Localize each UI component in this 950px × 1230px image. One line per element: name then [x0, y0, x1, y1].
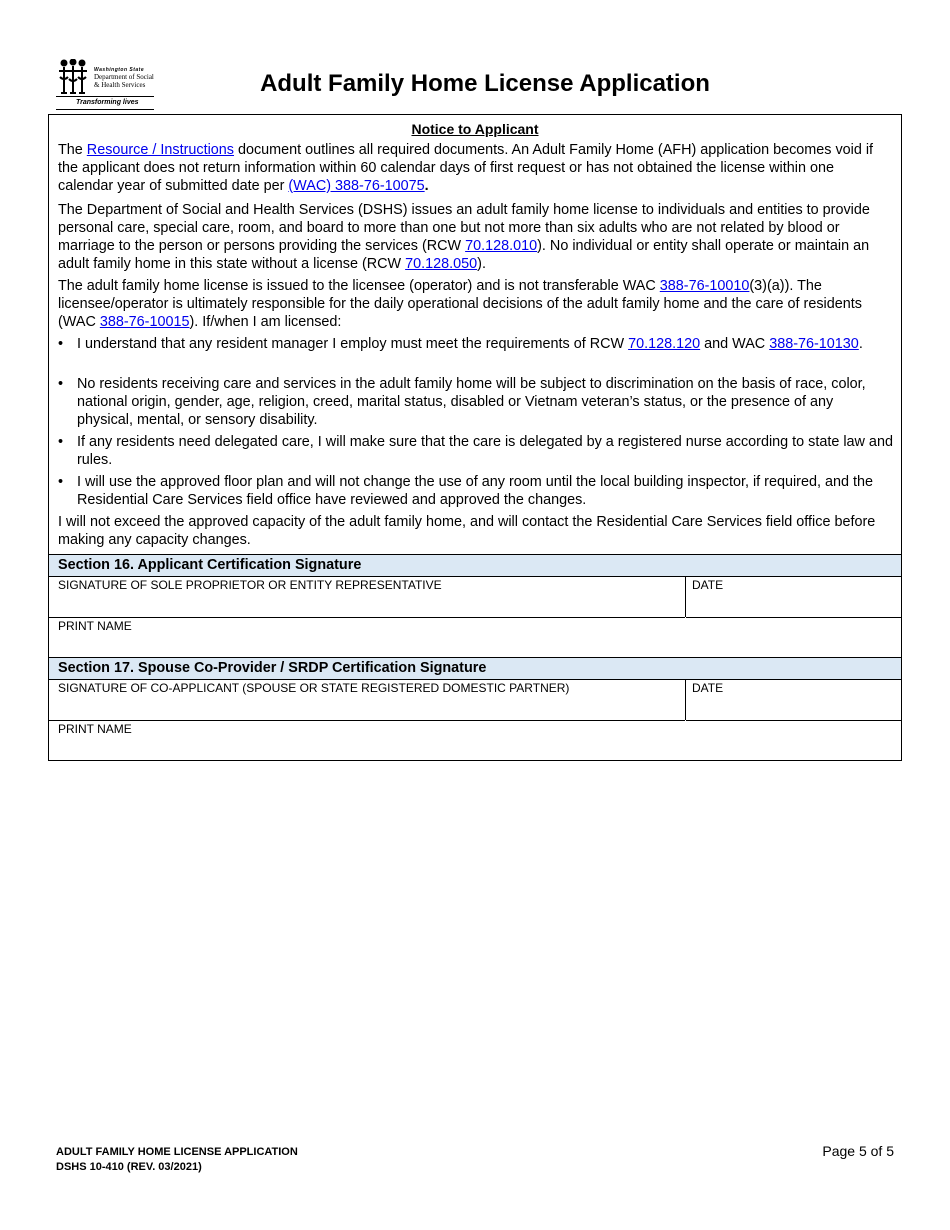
logo-state: Washington State [94, 67, 145, 73]
form-frame [48, 114, 902, 761]
co-applicant-print-name-field[interactable]: PRINT NAME [58, 722, 132, 736]
notice-to-applicant: Notice to Applicant The Resource / Instructions document outlines all required documents. An Adult Family Home (AFH) application becomes void if the applicant does not return information within 60 calendar days of first request or has not obtained the license within one calendar year of submitted date per (WAC) 388-76-10075. The Department of Social and Health Services (DSHS) issues an adult family home license to individuals and entities to provide personal care, special care, room, and board to more than one but not more than six adults who are not related by blood or marriage to the person or persons providing the services (RCW 70.128.010). No individual or entity shall operate or maintain an adult family home in this state without a license (RCW 70.128.050). The adult family home license is issued to the licensee (operator) and is not transferable WAC 388-76-10010(3)(a)). The licensee/operator is ultimately responsible for the daily operational decisions of the adult family home and the care of residents (WAC 388-76-10015). If/when I am licensed: • I understand that any resident manager I employ must meet the requirements of RCW 70.128.120 and WAC 388-76-10130. • No residents receiving care and services in the adult family home will be subject to discrimination on the basis of race, color, national origin, gender, age, religion, creed, marital status, disabled or Vietnam veteran’s status, or the presence of any physical, mental, or sensory disability. • If any residents need delegated care, I will make sure that the care is delegated by a registered nurse according to state law and rules. • I will use the approved floor plan and will not change the use of any room until the local building inspector, if required, and the Residential Care Services field office have reviewed and approved the changes. I will not exceed the approved capacity of the adult family home, and will contact the Residential Care Services field office before making any capacity changes. [49, 115, 901, 554]
co-applicant-signature-field[interactable]: SIGNATURE OF CO-APPLICANT (SPOUSE OR STATE REGISTERED DOMESTIC PARTNER) [49, 680, 685, 721]
wac-388-76-10010-link[interactable]: 388-76-10010 [659, 278, 750, 294]
logo-department: Department of Social & Health Services [94, 73, 154, 89]
wac-388-76-10130-link[interactable]: 388-76-10130 [769, 336, 859, 352]
applicant-signature-field[interactable]: SIGNATURE OF SOLE PROPRIETOR OR ENTITY REPRESENTATIVE [49, 577, 685, 618]
co-applicant-date-field[interactable]: DATE [686, 680, 901, 721]
footer-form-title: ADULT FAMILY HOME LICENSE APPLICATION [56, 1146, 298, 1158]
notice-closing: I will not exceed the approved capacity of the adult family home, and will contact the Residential Care Services field office before making any capacity changes. [58, 514, 876, 548]
rcw-70-128-050-link[interactable]: 70.128.050 [405, 256, 478, 272]
footer-form-number: DSHS 10-410 (REV. 03/2021) [56, 1161, 202, 1173]
resource-instructions-link[interactable]: Resource / Instructions [86, 142, 234, 158]
notice-paragraph-2: The Department of Social and Health Services (DSHS) issues an adult family home license to individuals and entities to provide personal care, special care, room, and board to more than one but not more than six adults who are not related by blood or marriage to the person or persons providing the services (RCW 70.128.010). No individual or entity shall operate or maintain an adult family home in this state without a license (RCW 70.128.050). [58, 202, 870, 272]
notice-heading: Notice to Applicant [411, 121, 539, 137]
notice-paragraph-3: The adult family home license is issued to the licensee (operator) and is not transferable WAC 388-76-10010(3)(a)). The licensee/operator is ultimately responsible for the daily operational decisions of the adult family home and the care of residents (WAC 388-76-10015). If/when I am licensed: [58, 278, 862, 330]
notice-paragraph-1: The Resource / Instructions document outlines all required documents. An Adult Family Home (AFH) application becomes void if the applicant does not return information within 60 calendar days of first request or has not obtained the license within one calendar year of submitted date per (WAC) 388-76-10075. [58, 142, 874, 194]
section-17-header: Section 17. Spouse Co-Provider / SRDP Certification Signature [49, 657, 901, 680]
logo-tagline: Transforming lives [76, 99, 139, 106]
applicant-print-name-field[interactable]: PRINT NAME [58, 619, 132, 633]
applicant-date-field[interactable]: DATE [686, 577, 901, 618]
rcw-70-128-120-link[interactable]: 70.128.120 [628, 336, 701, 352]
rcw-70-128-010-link[interactable]: 70.128.010 [465, 238, 538, 254]
page-number: Page 5 of 5 [822, 1143, 894, 1159]
section-16-header: Section 16. Applicant Certification Signature [49, 554, 901, 577]
wac-388-76-10075-link[interactable]: (WAC) 388-76-10075 [288, 178, 425, 194]
page-title: Adult Family Home License Application [260, 70, 710, 97]
wac-388-76-10015-link[interactable]: 388-76-10015 [99, 314, 190, 330]
